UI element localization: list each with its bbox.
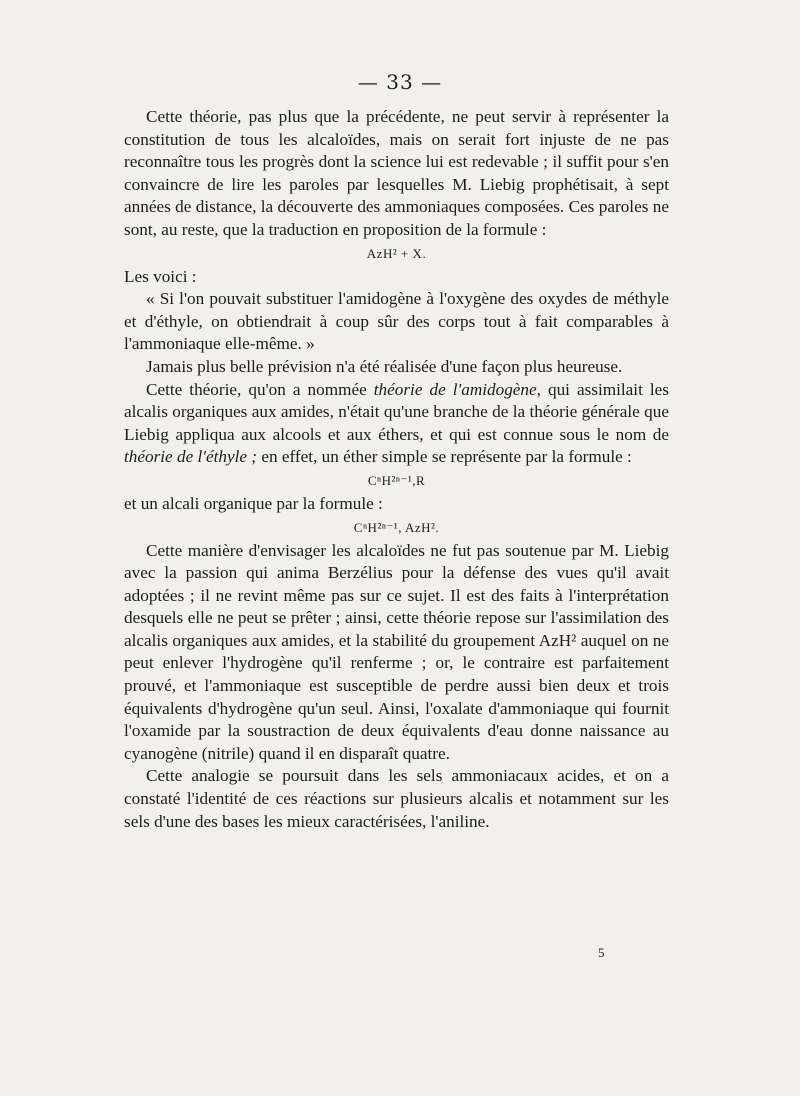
paragraph-7: Cette manière d'envisager les alcaloïdes ne fut pas soutenue par M. Liebig avec la passion qui anima Berzélius pour la défense des vues qu'il avait adoptées ; il ne revint même pas sur ce sujet. Il est des faits à l'interprétation desquels elle ne peut se prêter ; ainsi, cette théorie repose sur l'assimilation des alcalis organiques aux amides, et la stabilité du groupement AzH² auquel on ne peut enlever l'hydrogène qu'il renferme ; or, le contraire est parfaitement prouvé, et l'ammoniaque est susceptible de perdre aussi bien deux et trois équivalents d'hydrogène qu'un seul. Ainsi, l'oxalate d'ammoniaque qui fournit l'oxamide par la soustraction de deux équivalents d'eau donne naissance au cyanogène (nitrile) quand il en disparaît quatre.: [124, 540, 669, 763]
paragraph-5-text-a: Cette théorie, qu'on a nommée: [146, 379, 374, 399]
paragraph-5-term-ethyle: théorie de l'éthyle ;: [124, 447, 258, 467]
formula-ether: CⁿH²ⁿ⁻¹,R: [367, 472, 426, 488]
paragraph-2: Les voici :: [124, 266, 197, 286]
paragraph-3-quote: « Si l'on pouvait substituer l'amidogène à l'oxygène des oxydes de méthyle et d'éthyle, on obtiendrait à coup sûr des corps tout à fait comparables à l'ammoniaque elle-même. »: [124, 289, 669, 354]
page-number: — 33 —: [357, 70, 443, 94]
paragraph-8: Cette analogie se poursuit dans les sels ammoniacaux acides, et on a constaté l'identité de ces réactions sur plusieurs alcalis et notamment sur les sels d'une des bases les mieux caractérisées, l'aniline.: [124, 766, 669, 831]
paragraph-5-term-amidogene: théorie de l'amidogène: [373, 379, 537, 399]
paragraph-6: et un alcali organique par la formule :: [124, 493, 383, 513]
paragraph-5-text-b: , qui assimilait les alcalis organiques aux amides, n'était qu'une branche de la théorie générale que Liebig appliqua aux alcools et aux éthers, et qui est connue sous le nom de: [124, 379, 669, 444]
formula-amidogen: AzH² + X.: [366, 245, 427, 261]
paragraph-5: [124, 379, 669, 469]
paragraph-5-text-c: en effet, un éther simple se représente par la formule :: [257, 447, 632, 467]
formula-alkali: CⁿH²ⁿ⁻¹, AzH².: [353, 519, 440, 535]
paragraph-1: Cette théorie, pas plus que la précédente, ne peut servir à représenter la constitution de tous les alcaloïdes, mais on serait fort injuste de ne pas reconnaître tous les progrès dont la science lui est redevable ; il suffit pour s'en convaincre de lire les paroles par lesquelles M. Liebig prophétisait, à sept années de distance, la découverte des ammoniaques composées. Ces paroles ne sont, au reste, que la traduction en proposition de la formule :: [124, 107, 669, 239]
paragraph-4: Jamais plus belle prévision n'a été réalisée d'une façon plus heureuse.: [146, 356, 623, 376]
page-body: [124, 106, 669, 833]
signature-mark: 5: [598, 945, 605, 960]
